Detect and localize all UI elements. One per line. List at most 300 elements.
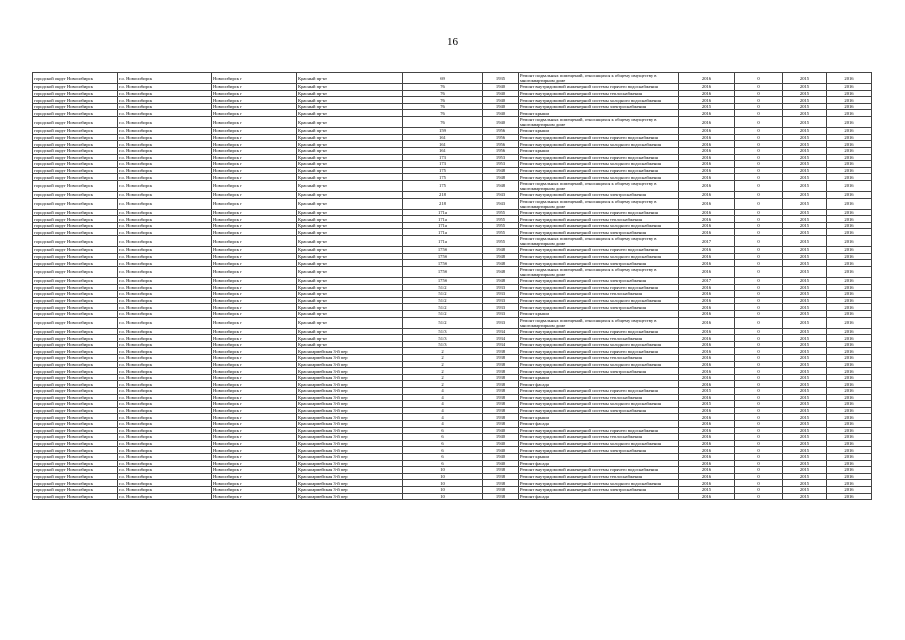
period-end-cell: 2016	[827, 427, 872, 434]
work-type-cell: Ремонт фасада	[519, 421, 679, 428]
year-built-cell: 1938	[483, 394, 519, 401]
value-cell: 0	[735, 180, 783, 191]
year-built-cell: 1940	[483, 434, 519, 441]
street-cell: Красноармейская 3-й пер	[297, 361, 403, 368]
work-type-cell: Ремонт внутридомовой инженерной системы теплоснабжения	[519, 394, 679, 401]
period-end-cell: 2016	[827, 447, 872, 454]
table-row	[33, 209, 872, 216]
plan-year-cell: 2016	[679, 414, 735, 421]
value-cell: 0	[735, 73, 783, 84]
year-built-cell: 1938	[483, 388, 519, 395]
house-number-cell: 4	[403, 401, 483, 408]
plan-year-cell: 2016	[679, 216, 735, 223]
period-start-cell: 2015	[783, 247, 827, 254]
house-number-cell: 51/2	[403, 284, 483, 291]
plan-year-cell: 2016	[679, 317, 735, 328]
house-number-cell: 171а	[403, 222, 483, 229]
street-cell: Красноармейская 3-й пер	[297, 355, 403, 362]
value-cell: 0	[735, 493, 783, 500]
period-end-cell: 2016	[827, 394, 872, 401]
municipality-cell: городской округ Новосибирск	[33, 192, 118, 199]
house-number-cell: 173	[403, 154, 483, 161]
period-end-cell: 2016	[827, 284, 872, 291]
city-cell: Новосибирск г	[212, 460, 297, 467]
plan-year-cell: 2016	[679, 421, 735, 428]
plan-year-cell: 2016	[679, 493, 735, 500]
period-start-cell: 2015	[783, 361, 827, 368]
period-end-cell: 2016	[827, 73, 872, 84]
period-end-cell: 2016	[827, 381, 872, 388]
value-cell: 0	[735, 291, 783, 298]
work-type-cell: Ремонт внутридомовой инженерной системы холодного водоснабжения	[519, 401, 679, 408]
period-end-cell: 2016	[827, 103, 872, 110]
municipality-cell: городской округ Новосибирск	[33, 97, 118, 104]
district-cell: г.о. Новосибирск	[118, 253, 212, 260]
value-cell: 0	[735, 361, 783, 368]
value-cell: 0	[735, 355, 783, 362]
district-cell: г.о. Новосибирск	[118, 473, 212, 480]
work-type-cell: Ремонт подвальных помещений, относящихся к общему имуществу в многоквартирном доме	[519, 180, 679, 191]
period-start-cell: 2015	[783, 198, 827, 209]
plan-year-cell: 2016	[679, 97, 735, 104]
plan-year-cell: 2016	[679, 141, 735, 148]
city-cell: Новосибирск г	[212, 229, 297, 236]
work-type-cell: Ремонт внутридомовой инженерной системы теплоснабжения	[519, 355, 679, 362]
period-start-cell: 2015	[783, 229, 827, 236]
table-row	[33, 222, 872, 229]
street-cell: Красный пр-кт	[297, 128, 403, 135]
table-row	[33, 260, 872, 267]
period-start-cell: 2015	[783, 335, 827, 342]
street-cell: Красноармейская 3-й пер	[297, 493, 403, 500]
municipality-cell: городской округ Новосибирск	[33, 253, 118, 260]
plan-year-cell: 2016	[679, 328, 735, 335]
municipality-cell: городской округ Новосибирск	[33, 110, 118, 117]
street-cell: Красноармейская 3-й пер	[297, 453, 403, 460]
house-number-cell: 51/2	[403, 304, 483, 311]
work-type-cell: Ремонт внутридомовой инженерной системы горячего водоснабжения	[519, 284, 679, 291]
period-start-cell: 2015	[783, 401, 827, 408]
municipality-cell: городской округ Новосибирск	[33, 394, 118, 401]
street-cell: Красный пр-кт	[297, 304, 403, 311]
table-row	[33, 154, 872, 161]
house-number-cell: 218	[403, 198, 483, 209]
street-cell: Красноармейская 3-й пер	[297, 486, 403, 493]
period-end-cell: 2016	[827, 291, 872, 298]
plan-year-cell: 2016	[679, 134, 735, 141]
plan-year-cell: 2016	[679, 341, 735, 348]
plan-year-cell: 2016	[679, 434, 735, 441]
district-cell: г.о. Новосибирск	[118, 134, 212, 141]
value-cell: 0	[735, 304, 783, 311]
district-cell: г.о. Новосибирск	[118, 453, 212, 460]
city-cell: Новосибирск г	[212, 401, 297, 408]
plan-year-cell: 2016	[679, 447, 735, 454]
work-type-cell: Ремонт крыши	[519, 128, 679, 135]
year-built-cell: 1940	[483, 460, 519, 467]
street-cell: Красный пр-кт	[297, 247, 403, 254]
municipality-cell: городской округ Новосибирск	[33, 304, 118, 311]
city-cell: Новосибирск г	[212, 291, 297, 298]
period-end-cell: 2016	[827, 421, 872, 428]
year-built-cell: 1933	[483, 304, 519, 311]
municipality-cell: городской округ Новосибирск	[33, 341, 118, 348]
table-row	[33, 284, 872, 291]
district-cell: г.о. Новосибирск	[118, 368, 212, 375]
table-row	[33, 117, 872, 128]
value-cell: 0	[735, 368, 783, 375]
value-cell: 0	[735, 192, 783, 199]
work-type-cell: Ремонт фасада	[519, 381, 679, 388]
year-built-cell: 1956	[483, 128, 519, 135]
street-cell: Красноармейская 3-й пер	[297, 394, 403, 401]
period-start-cell: 2015	[783, 460, 827, 467]
year-built-cell: 1940	[483, 97, 519, 104]
year-built-cell: 1956	[483, 147, 519, 154]
period-end-cell: 2016	[827, 434, 872, 441]
period-end-cell: 2016	[827, 161, 872, 168]
plan-year-cell: 2016	[679, 473, 735, 480]
period-end-cell: 2016	[827, 247, 872, 254]
district-cell: г.о. Новосибирск	[118, 440, 212, 447]
work-type-cell: Ремонт крыши	[519, 453, 679, 460]
year-built-cell: 1955	[483, 229, 519, 236]
district-cell: г.о. Новосибирск	[118, 260, 212, 267]
street-cell: Красный пр-кт	[297, 266, 403, 277]
period-end-cell: 2016	[827, 167, 872, 174]
street-cell: Красный пр-кт	[297, 291, 403, 298]
work-type-cell: Ремонт внутридомовой инженерной системы теплоснабжения	[519, 291, 679, 298]
house-number-cell: 10	[403, 473, 483, 480]
plan-year-cell: 2016	[679, 361, 735, 368]
municipality-cell: городской округ Новосибирск	[33, 222, 118, 229]
district-cell: г.о. Новосибирск	[118, 110, 212, 117]
table-row	[33, 394, 872, 401]
work-type-cell: Ремонт подвальных помещений, относящихся к общему имуществу в многоквартирном доме	[519, 317, 679, 328]
value-cell: 0	[735, 117, 783, 128]
work-type-cell: Ремонт внутридомовой инженерной системы электроснабжения	[519, 229, 679, 236]
house-number-cell: 171а	[403, 216, 483, 223]
municipality-cell: городской округ Новосибирск	[33, 493, 118, 500]
district-cell: г.о. Новосибирск	[118, 304, 212, 311]
house-number-cell: 2	[403, 368, 483, 375]
municipality-cell: городской округ Новосибирск	[33, 407, 118, 414]
work-type-cell: Ремонт внутридомовой инженерной системы электроснабжения	[519, 278, 679, 285]
work-type-cell: Ремонт внутридомовой инженерной системы электроснабжения	[519, 103, 679, 110]
house-number-cell: 218	[403, 192, 483, 199]
period-end-cell: 2016	[827, 473, 872, 480]
plan-year-cell: 2016	[679, 253, 735, 260]
value-cell: 0	[735, 440, 783, 447]
value-cell: 0	[735, 317, 783, 328]
period-start-cell: 2015	[783, 297, 827, 304]
work-type-cell: Ремонт подвальных помещений, относящихся к общему имуществу в многоквартирном доме	[519, 266, 679, 277]
house-number-cell: 159	[403, 128, 483, 135]
plan-year-cell: 2016	[679, 304, 735, 311]
period-start-cell: 2015	[783, 154, 827, 161]
table-row	[33, 192, 872, 199]
value-cell: 0	[735, 421, 783, 428]
street-cell: Красноармейская 3-й пер	[297, 407, 403, 414]
district-cell: г.о. Новосибирск	[118, 467, 212, 474]
house-number-cell: 2	[403, 355, 483, 362]
work-type-cell: Ремонт внутридомовой инженерной системы горячего водоснабжения	[519, 84, 679, 91]
house-number-cell: 10	[403, 467, 483, 474]
value-cell: 0	[735, 328, 783, 335]
plan-year-cell: 2016	[679, 229, 735, 236]
district-cell: г.о. Новосибирск	[118, 198, 212, 209]
district-cell: г.о. Новосибирск	[118, 284, 212, 291]
period-start-cell: 2015	[783, 284, 827, 291]
municipality-cell: городской округ Новосибирск	[33, 355, 118, 362]
plan-year-cell: 2016	[679, 222, 735, 229]
value-cell: 0	[735, 154, 783, 161]
municipality-cell: городской округ Новосибирск	[33, 311, 118, 318]
table-row	[33, 247, 872, 254]
table-row	[33, 368, 872, 375]
plan-year-cell: 2016	[679, 348, 735, 355]
plan-year-cell: 2016	[679, 84, 735, 91]
house-number-cell: 76	[403, 90, 483, 97]
city-cell: Новосибирск г	[212, 374, 297, 381]
period-end-cell: 2016	[827, 154, 872, 161]
year-built-cell: 1938	[483, 480, 519, 487]
period-end-cell: 2016	[827, 253, 872, 260]
house-number-cell: 6	[403, 453, 483, 460]
plan-year-cell: 2016	[679, 394, 735, 401]
plan-year-cell: 2016	[679, 73, 735, 84]
period-end-cell: 2016	[827, 440, 872, 447]
district-cell: г.о. Новосибирск	[118, 317, 212, 328]
value-cell: 0	[735, 348, 783, 355]
period-end-cell: 2016	[827, 355, 872, 362]
year-built-cell: 1938	[483, 473, 519, 480]
house-number-cell: 171а	[403, 209, 483, 216]
table-row	[33, 161, 872, 168]
year-built-cell: 1943	[483, 192, 519, 199]
municipality-cell: городской округ Новосибирск	[33, 361, 118, 368]
work-type-cell: Ремонт внутридомовой инженерной системы холодного водоснабжения	[519, 253, 679, 260]
plan-year-cell: 2016	[679, 174, 735, 181]
street-cell: Красный пр-кт	[297, 97, 403, 104]
district-cell: г.о. Новосибирск	[118, 266, 212, 277]
value-cell: 0	[735, 480, 783, 487]
district-cell: г.о. Новосибирск	[118, 486, 212, 493]
work-type-cell: Ремонт подвальных помещений, относящихся к общему имуществу в многоквартирном доме	[519, 73, 679, 84]
municipality-cell: городской округ Новосибирск	[33, 229, 118, 236]
municipality-cell: городской округ Новосибирск	[33, 368, 118, 375]
period-end-cell: 2016	[827, 407, 872, 414]
period-start-cell: 2015	[783, 161, 827, 168]
plan-year-cell: 2015	[679, 401, 735, 408]
city-cell: Новосибирск г	[212, 447, 297, 454]
district-cell: г.о. Новосибирск	[118, 73, 212, 84]
municipality-cell: городской округ Новосибирск	[33, 216, 118, 223]
municipality-cell: городской округ Новосибирск	[33, 453, 118, 460]
municipality-cell: городской округ Новосибирск	[33, 427, 118, 434]
value-cell: 0	[735, 110, 783, 117]
street-cell: Красный пр-кт	[297, 141, 403, 148]
city-cell: Новосибирск г	[212, 174, 297, 181]
municipality-cell: городской округ Новосибирск	[33, 421, 118, 428]
period-end-cell: 2016	[827, 236, 872, 247]
street-cell: Красноармейская 3-й пер	[297, 421, 403, 428]
table-row	[33, 493, 872, 500]
period-end-cell: 2016	[827, 110, 872, 117]
city-cell: Новосибирск г	[212, 467, 297, 474]
table-row	[33, 467, 872, 474]
period-start-cell: 2015	[783, 368, 827, 375]
house-number-cell: 10	[403, 486, 483, 493]
table-row	[33, 297, 872, 304]
city-cell: Новосибирск г	[212, 284, 297, 291]
period-start-cell: 2015	[783, 260, 827, 267]
table-row	[33, 128, 872, 135]
value-cell: 0	[735, 141, 783, 148]
work-type-cell: Ремонт внутридомовой инженерной системы холодного водоснабжения	[519, 440, 679, 447]
table-row	[33, 453, 872, 460]
value-cell: 0	[735, 453, 783, 460]
city-cell: Новосибирск г	[212, 236, 297, 247]
period-end-cell: 2016	[827, 198, 872, 209]
street-cell: Красный пр-кт	[297, 284, 403, 291]
municipality-cell: городской округ Новосибирск	[33, 388, 118, 395]
city-cell: Новосибирск г	[212, 421, 297, 428]
period-start-cell: 2015	[783, 134, 827, 141]
work-type-cell: Ремонт внутридомовой инженерной системы горячего водоснабжения	[519, 348, 679, 355]
work-type-cell: Ремонт внутридомовой инженерной системы горячего водоснабжения	[519, 467, 679, 474]
period-start-cell: 2015	[783, 84, 827, 91]
period-end-cell: 2016	[827, 229, 872, 236]
district-cell: г.о. Новосибирск	[118, 341, 212, 348]
period-start-cell: 2015	[783, 473, 827, 480]
year-built-cell: 1938	[483, 381, 519, 388]
period-end-cell: 2016	[827, 278, 872, 285]
plan-year-cell: 2016	[679, 154, 735, 161]
work-type-cell: Ремонт внутридомовой инженерной системы холодного водоснабжения	[519, 161, 679, 168]
city-cell: Новосибирск г	[212, 266, 297, 277]
table-row	[33, 134, 872, 141]
street-cell: Красный пр-кт	[297, 154, 403, 161]
work-type-cell: Ремонт внутридомовой инженерной системы электроснабжения	[519, 260, 679, 267]
work-type-cell: Ремонт внутридомовой инженерной системы холодного водоснабжения	[519, 361, 679, 368]
period-start-cell: 2015	[783, 394, 827, 401]
house-number-cell: 4	[403, 407, 483, 414]
period-start-cell: 2015	[783, 480, 827, 487]
municipality-cell: городской округ Новосибирск	[33, 167, 118, 174]
table-row	[33, 374, 872, 381]
district-cell: г.о. Новосибирск	[118, 128, 212, 135]
house-number-cell: 51/2	[403, 317, 483, 328]
year-built-cell: 1940	[483, 90, 519, 97]
value-cell: 0	[735, 253, 783, 260]
municipality-cell: городской округ Новосибирск	[33, 335, 118, 342]
year-built-cell: 1933	[483, 284, 519, 291]
plan-year-cell: 2016	[679, 453, 735, 460]
table-row	[33, 216, 872, 223]
period-end-cell: 2016	[827, 84, 872, 91]
value-cell: 0	[735, 427, 783, 434]
value-cell: 0	[735, 236, 783, 247]
city-cell: Новосибирск г	[212, 335, 297, 342]
period-start-cell: 2015	[783, 209, 827, 216]
plan-year-cell: 2016	[679, 460, 735, 467]
period-end-cell: 2016	[827, 174, 872, 181]
municipality-cell: городской округ Новосибирск	[33, 161, 118, 168]
value-cell: 0	[735, 394, 783, 401]
period-start-cell: 2015	[783, 341, 827, 348]
work-type-cell: Ремонт внутридомовой инженерной системы холодного водоснабжения	[519, 97, 679, 104]
period-end-cell: 2016	[827, 216, 872, 223]
house-number-cell: 161	[403, 141, 483, 148]
street-cell: Красноармейская 3-й пер	[297, 440, 403, 447]
street-cell: Красноармейская 3-й пер	[297, 401, 403, 408]
table-row	[33, 480, 872, 487]
district-cell: г.о. Новосибирск	[118, 90, 212, 97]
municipality-cell: городской округ Новосибирск	[33, 180, 118, 191]
work-type-cell: Ремонт внутридомовой инженерной системы холодного водоснабжения	[519, 480, 679, 487]
value-cell: 0	[735, 473, 783, 480]
house-number-cell: 2	[403, 374, 483, 381]
house-number-cell: 6	[403, 447, 483, 454]
value-cell: 0	[735, 161, 783, 168]
table-row	[33, 414, 872, 421]
house-number-cell: 69	[403, 73, 483, 84]
work-type-cell: Ремонт подвальных помещений, относящихся к общему имуществу в многоквартирном доме	[519, 198, 679, 209]
city-cell: Новосибирск г	[212, 304, 297, 311]
work-type-cell: Ремонт внутридомовой инженерной системы горячего водоснабжения	[519, 209, 679, 216]
year-built-cell: 1934	[483, 341, 519, 348]
table-row	[33, 236, 872, 247]
period-start-cell: 2015	[783, 147, 827, 154]
table-row	[33, 473, 872, 480]
city-cell: Новосибирск г	[212, 147, 297, 154]
house-number-cell: 6	[403, 440, 483, 447]
municipality-cell: городской округ Новосибирск	[33, 434, 118, 441]
year-built-cell: 1938	[483, 493, 519, 500]
period-start-cell: 2015	[783, 110, 827, 117]
street-cell: Красный пр-кт	[297, 161, 403, 168]
value-cell: 0	[735, 247, 783, 254]
period-start-cell: 2015	[783, 388, 827, 395]
street-cell: Красный пр-кт	[297, 311, 403, 318]
value-cell: 0	[735, 297, 783, 304]
street-cell: Красноармейская 3-й пер	[297, 388, 403, 395]
street-cell: Красный пр-кт	[297, 198, 403, 209]
year-built-cell: 1948	[483, 260, 519, 267]
period-start-cell: 2015	[783, 453, 827, 460]
plan-year-cell: 2016	[679, 198, 735, 209]
city-cell: Новосибирск г	[212, 141, 297, 148]
municipality-cell: городской округ Новосибирск	[33, 374, 118, 381]
period-end-cell: 2016	[827, 128, 872, 135]
period-start-cell: 2015	[783, 374, 827, 381]
table-row	[33, 266, 872, 277]
table-row	[33, 407, 872, 414]
work-type-cell: Ремонт внутридомовой инженерной системы электроснабжения	[519, 192, 679, 199]
plan-year-cell: 2017	[679, 278, 735, 285]
period-start-cell: 2015	[783, 493, 827, 500]
street-cell: Красный пр-кт	[297, 90, 403, 97]
house-number-cell: 171а	[403, 236, 483, 247]
street-cell: Красный пр-кт	[297, 253, 403, 260]
period-end-cell: 2016	[827, 209, 872, 216]
house-number-cell: 2	[403, 348, 483, 355]
house-number-cell: 76	[403, 97, 483, 104]
street-cell: Красный пр-кт	[297, 192, 403, 199]
street-cell: Красноармейская 3-й пер	[297, 414, 403, 421]
street-cell: Красный пр-кт	[297, 103, 403, 110]
